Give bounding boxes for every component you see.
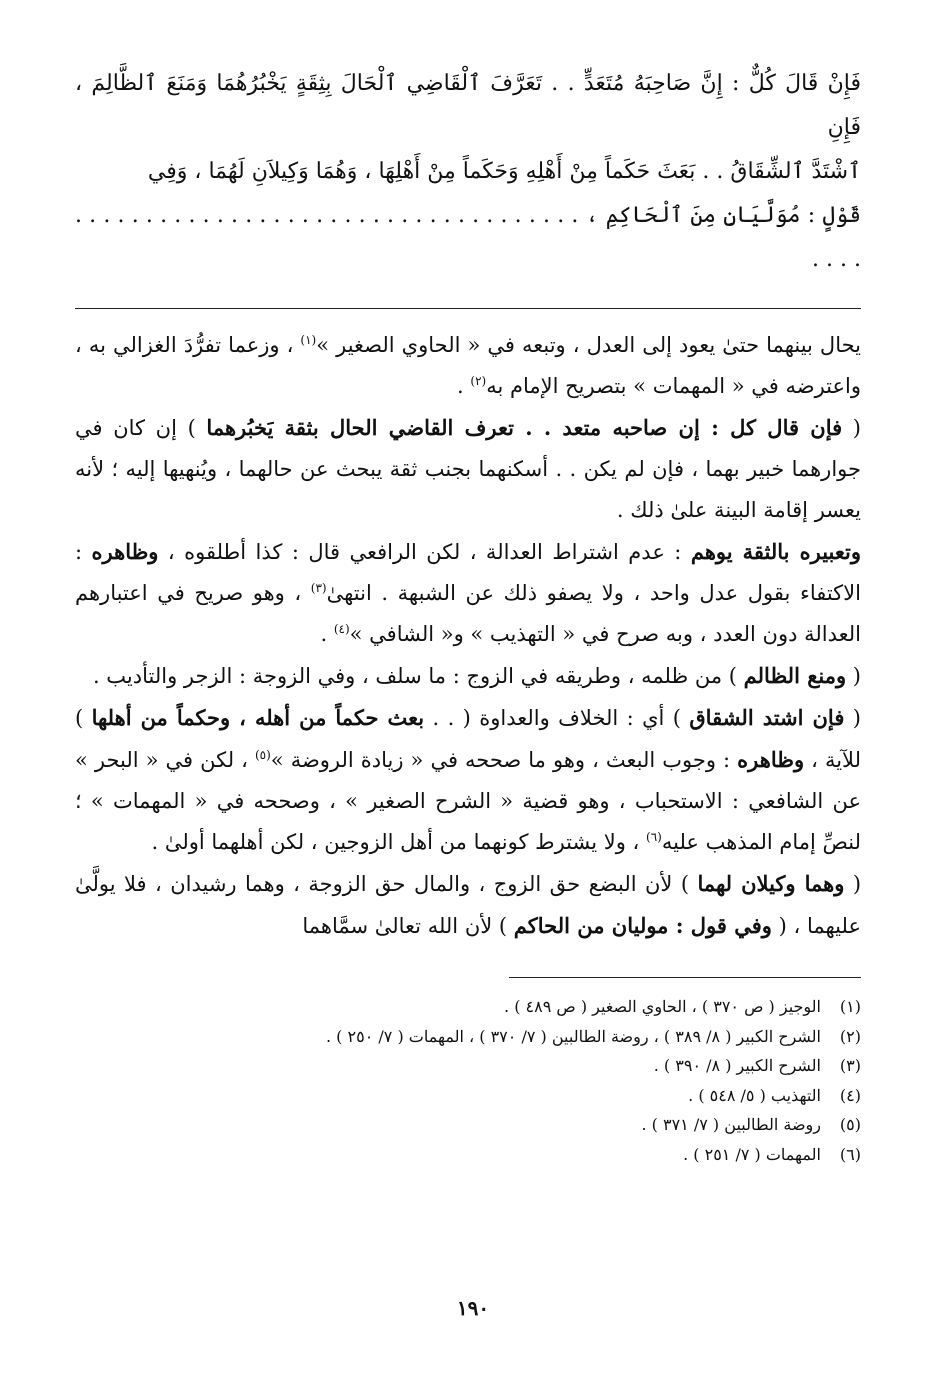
sharh-paragraph-4: ( ومنع الظالم ) من ظلمه ، وطريقه في الزوج : ما سلف ، وفي الزوجة : الزجر والتأديب . bbox=[92, 663, 861, 688]
matn-line-2: ٱشْتَدَّ ٱلشِّقَاقُ . . بَعَثَ حَكَماً مِنْ أَهْلِهِ وَحَكَماً مِنْ أَهْلِهَا ، وَهُمَا وَكِيلاَنِ لَهُمَا ، وَفِي bbox=[147, 159, 861, 184]
footnote-ref-1[interactable]: (١) bbox=[300, 333, 317, 347]
matn-quote: وتعبيره بالثقة يوهم bbox=[690, 539, 861, 564]
footnote-text: التهذيب ( ٥/ ٥٤٨ ) . bbox=[688, 1085, 821, 1105]
footnote-number: (٣) bbox=[839, 1056, 861, 1075]
sharh-paragraph-2: ( فإن قال كل : إن صاحبه متعد . . تعرف القاضي الحال بثقة يَخبُرهما ) إن كان في جوارهما خبير بهما ، فإن لم يكن . . أسكنهما بجنب ثقة يبحث عن حالهما ، ويُنهيها إليه ؛ لأنه يعسر إقامة البينة علىٰ ذلك . bbox=[75, 415, 862, 522]
footnote-text: الوجيز ( ص ٣٧٠ ) ، الحاوي الصغير ( ص ٤٨٩ ) . bbox=[504, 997, 821, 1016]
footnote-number: (٦) bbox=[839, 1144, 861, 1164]
footnote-ref-5[interactable]: (٥) bbox=[254, 748, 271, 762]
footnote-ref-2[interactable]: (٢) bbox=[470, 374, 487, 388]
sharh-paragraph-6: ( وهما وكيلان لهما ) لأن البضع حق الزوج ، والمال حق الزوجة ، وهما رشيدان ، فلا يولَّىٰ عليهما ، ( وفي قول : موليان من الحاكم ) لأن الله تعالىٰ سمَّاهما bbox=[75, 871, 862, 938]
footnote-text: روضة الطالبين ( ٧/ ٣٧١ ) . bbox=[641, 1115, 821, 1134]
footnote-number: (٤) bbox=[839, 1085, 861, 1105]
footnote-text: الشرح الكبير ( ٨/ ٣٨٩ ) ، روضة الطالبين ( ٧/ ٣٧٠ ) ، المهمات ( ٧/ ٢٥٠ ) . bbox=[326, 1026, 821, 1046]
footnote-number: (١) bbox=[839, 997, 861, 1016]
matn-text bbox=[75, 62, 861, 282]
footnote-divider bbox=[509, 977, 861, 978]
matn-line-3 bbox=[75, 194, 861, 282]
matn-quote: وظاهره bbox=[91, 539, 159, 564]
footnote-number: (٢) bbox=[839, 1026, 861, 1046]
matn-quote: وظاهره bbox=[737, 747, 805, 772]
footnotes bbox=[75, 992, 861, 1169]
matn-quote: وهما وكيلان لهما bbox=[697, 871, 845, 896]
sharh-paragraph-3: وتعبيره بالثقة يوهم : عدم اشتراط العدالة ، لكن الرافعي قال : كذا أطلقوه ، وظاهره : الاكتفاء بقول عدل واحد ، ولا يصفو ذلك عن الشبهة . انتهىٰ$^{(٣)}$ ، وهو صريح في اعتبارهم العدالة دون العدد ، وبه صرح في « التهذيب » و« الشافي »$^{(٤)}$ . bbox=[75, 539, 861, 646]
footnote-ref-3[interactable]: (٣) bbox=[310, 581, 327, 595]
matn-line-3-text: قَوْلٍ : مُوَلَّيَانِ مِنَ ٱلْحَاكِمِ ، bbox=[585, 203, 862, 228]
matn-divider bbox=[75, 308, 861, 309]
footnote-text: الشرح الكبير ( ٨/ ٣٩٠ ) . bbox=[653, 1056, 821, 1075]
matn-quote: ومنع الظالم bbox=[743, 663, 847, 688]
sharh-text bbox=[75, 325, 861, 947]
page-number: ١٩٠ bbox=[456, 1296, 490, 1320]
matn-dots: . . . . . . . . . . . . . . . . . . . . . . . . . . . . . . . . . . . . . . . . bbox=[75, 203, 861, 272]
footnote-item bbox=[75, 1140, 861, 1170]
footnote-item bbox=[75, 1022, 861, 1052]
footnote-text: المهمات ( ٧/ ٢٥١ ) . bbox=[683, 1144, 821, 1164]
footnote-ref-6[interactable]: (٦) bbox=[646, 830, 662, 844]
matn-quote: وفي قول : موليان من الحاكم bbox=[513, 913, 772, 938]
footnote-item bbox=[75, 1110, 861, 1140]
footnote-item bbox=[75, 1051, 861, 1081]
page-body bbox=[75, 62, 861, 1169]
footnote-item bbox=[75, 1081, 861, 1111]
sharh-paragraph-5: ( فإن اشتد الشقاق ) أي : الخلاف والعداوة ( . . بعث حكماً من أهله ، وحكماً من أهلها ) للآية ، وظاهره : وجوب البعث ، وهو ما صححه في « زيادة الروضة »$^{(٥)}$ ، لكن في « البحر » عن الشافعي : الاستحباب ، وهو قضية « الشرح الصغير » ، وصححه في « المهمات » ؛ لنصِّ إمام المذهب عليه$^{(٦)}$ ، ولا يشترط كونهما من أهل الزوجين ، لكن أهلهما أولىٰ . bbox=[75, 705, 861, 854]
footnote-number: (٥) bbox=[839, 1115, 861, 1134]
footnote-item bbox=[75, 992, 861, 1022]
matn-line-1: فَإِنْ قَالَ كُلٌّ : إِنَّ صَاحِبَهُ مُتَعَدٍّ . . تَعَرَّفَ ٱلْقَاضِي ٱلْحَالَ بِثِقَةٍ يَخْبُرُهُمَا وَمَنَعَ ٱلظَّالِمَ ، فَإِنِ bbox=[75, 71, 861, 140]
sharh-paragraph-1: يحال بينهما حتىٰ يعود إلى العدل ، وتبعه في « الحاوي الصغير »$^{(١)}$ ، وزعما تفرُّدَ الغزالي به ، واعترضه في « المهمات » بتصريح الإمام به$^{(٢)}$ . bbox=[75, 333, 861, 398]
matn-quote: بعث حكماً من أهله ، وحكماً من أهلها bbox=[91, 705, 425, 730]
matn-quote: فإن قال كل : إن صاحبه متعد . . تعرف القاضي الحال بثقة يَخبُرهما bbox=[206, 415, 843, 440]
matn-quote: فإن اشتد الشقاق bbox=[689, 705, 845, 730]
footnote-ref-4[interactable]: (٤) bbox=[333, 622, 350, 636]
